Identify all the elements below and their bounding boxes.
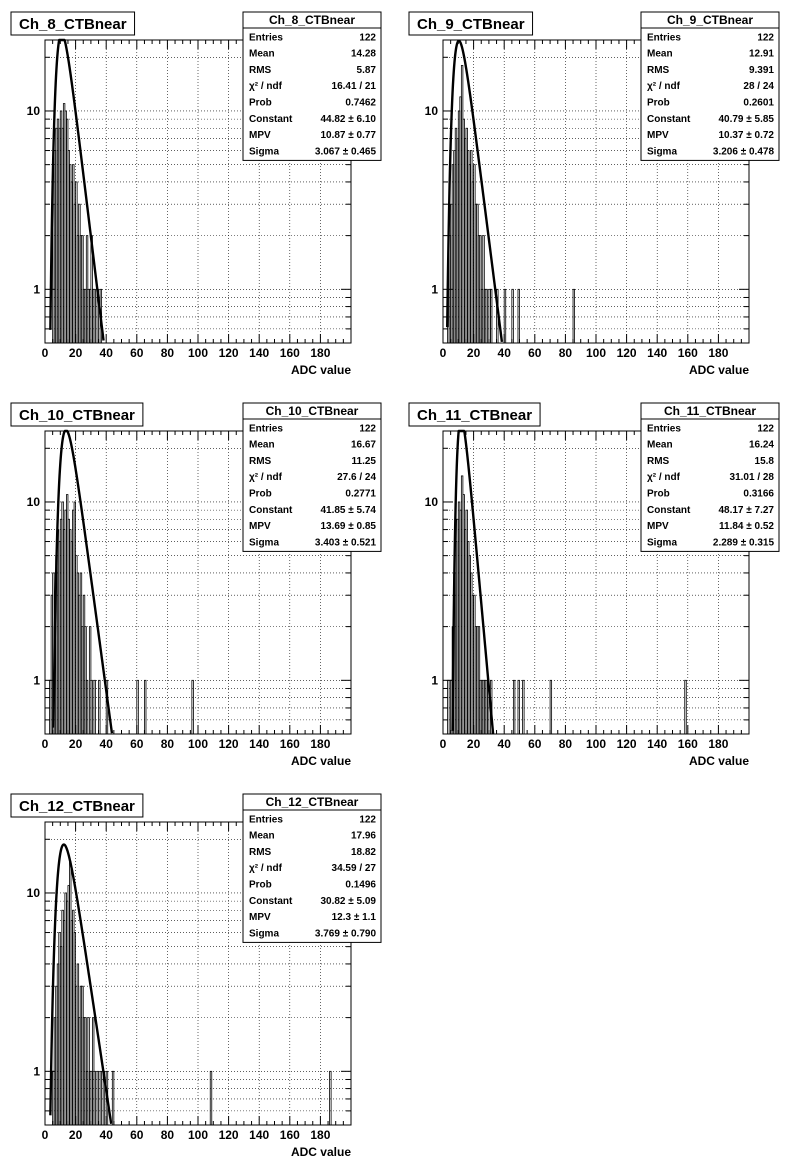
- stats-label: Sigma: [249, 928, 280, 940]
- stats-label: Prob: [647, 488, 670, 500]
- y-tick-label: 1: [431, 282, 438, 297]
- x-tick-label: 160: [279, 737, 300, 751]
- stats-label: Entries: [249, 32, 283, 44]
- x-tick-label: 20: [68, 737, 83, 751]
- stats-value: 9.391: [748, 64, 774, 76]
- x-tick-label: 20: [68, 1128, 83, 1142]
- x-tick-label: 140: [249, 1128, 270, 1142]
- stats-label: RMS: [249, 64, 272, 76]
- stats-label: Sigma: [647, 146, 678, 158]
- x-tick-label: 160: [279, 346, 300, 360]
- x-tick-label: 120: [218, 346, 239, 360]
- x-tick-label: 80: [160, 1128, 175, 1142]
- stats-value: 122: [359, 814, 376, 826]
- x-tick-label: 120: [218, 1128, 239, 1142]
- x-tick-label: 180: [708, 737, 729, 751]
- stats-label: Sigma: [249, 146, 280, 158]
- stats-value: 10.87 ± 0.77: [320, 130, 376, 142]
- y-tick-label: 1: [33, 1064, 40, 1079]
- stats-value: 10.37 ± 0.72: [718, 130, 774, 142]
- stats-value: 122: [757, 32, 774, 44]
- x-tick-label: 60: [130, 1128, 144, 1142]
- stats-label: MPV: [249, 521, 271, 533]
- x-tick-label: 160: [677, 346, 698, 360]
- stats-value: 11.25: [351, 455, 376, 467]
- panel-ch-9-ctbnear: [409, 12, 779, 377]
- stats-box: [243, 794, 381, 942]
- stats-label: RMS: [249, 455, 272, 467]
- x-tick-label: 60: [130, 346, 144, 360]
- stats-label: Mean: [647, 439, 673, 451]
- stats-label: RMS: [647, 64, 670, 76]
- stats-label: Sigma: [249, 537, 280, 549]
- x-tick-label: 80: [558, 346, 573, 360]
- x-tick-label: 40: [497, 737, 511, 751]
- chart-title: Ch_8_CTBnear: [19, 16, 127, 33]
- stats-value: 2.289 ± 0.315: [712, 537, 774, 549]
- stats-value: 16.41 / 21: [331, 81, 376, 93]
- x-tick-label: 180: [708, 346, 729, 360]
- x-tick-label: 160: [279, 1128, 300, 1142]
- stats-value: 12.3 ± 1.1: [331, 912, 376, 924]
- x-tick-label: 0: [41, 1128, 49, 1142]
- y-tick-label: 10: [424, 494, 438, 509]
- y-tick-label: 1: [431, 673, 438, 688]
- chart-title: Ch_9_CTBnear: [417, 16, 525, 33]
- x-tick-label: 100: [187, 737, 209, 751]
- stats-value: 14.28: [350, 48, 376, 60]
- stats-name: Ch_10_CTBnear: [265, 404, 359, 418]
- x-tick-label: 120: [616, 737, 637, 751]
- x-axis-label: ADC value: [290, 363, 351, 377]
- title-box: [409, 12, 533, 35]
- stats-value: 0.3166: [743, 488, 774, 500]
- stats-name: Ch_12_CTBnear: [265, 795, 359, 809]
- x-tick-label: 180: [310, 737, 331, 751]
- stats-value: 12.91: [748, 48, 774, 60]
- stats-value: 44.82 ± 6.10: [320, 113, 376, 125]
- stats-label: Sigma: [647, 537, 678, 549]
- stats-value: 0.2771: [345, 488, 376, 500]
- stats-value: 41.85 ± 5.74: [320, 504, 376, 516]
- chart-title: Ch_12_CTBnear: [19, 798, 135, 815]
- x-tick-label: 140: [249, 346, 270, 360]
- stats-value: 48.17 ± 7.27: [718, 504, 774, 516]
- stats-label: Entries: [249, 423, 283, 435]
- x-tick-label: 20: [466, 346, 481, 360]
- x-tick-label: 40: [497, 346, 511, 360]
- stats-label: MPV: [249, 130, 271, 142]
- title-box: [11, 12, 135, 35]
- stats-label: Constant: [249, 895, 293, 907]
- stats-value: 0.2601: [743, 97, 774, 109]
- stats-value: 5.87: [356, 64, 376, 76]
- x-tick-label: 100: [187, 346, 209, 360]
- stats-value: 3.403 ± 0.521: [314, 537, 376, 549]
- x-tick-label: 0: [439, 737, 447, 751]
- stats-label: Mean: [249, 48, 275, 60]
- stats-label: χ² / ndf: [249, 472, 282, 484]
- stats-value: 31.01 / 28: [729, 472, 774, 484]
- title-box: [409, 403, 540, 426]
- stats-name: Ch_8_CTBnear: [268, 13, 356, 27]
- stats-label: RMS: [647, 455, 670, 467]
- y-tick-label: 10: [424, 103, 438, 118]
- x-tick-label: 0: [41, 737, 49, 751]
- stats-value: 0.7462: [345, 97, 376, 109]
- stats-label: χ² / ndf: [647, 81, 680, 93]
- stats-box: [243, 12, 381, 160]
- y-tick-label: 1: [33, 673, 40, 688]
- x-tick-label: 40: [99, 737, 113, 751]
- stats-name: Ch_11_CTBnear: [663, 404, 757, 418]
- x-tick-label: 120: [218, 737, 239, 751]
- stats-label: Constant: [249, 504, 293, 516]
- stats-label: MPV: [647, 521, 669, 533]
- x-tick-label: 100: [585, 346, 607, 360]
- stats-value: 16.24: [748, 439, 774, 451]
- stats-box: [243, 403, 381, 551]
- stats-value: 17.96: [350, 830, 376, 842]
- stats-box: [641, 12, 779, 160]
- x-axis-label: ADC value: [688, 363, 749, 377]
- stats-value: 3.206 ± 0.478: [712, 146, 774, 158]
- x-tick-label: 80: [160, 737, 175, 751]
- stats-label: MPV: [647, 130, 669, 142]
- stats-label: Prob: [647, 97, 670, 109]
- title-box: [11, 794, 143, 817]
- x-tick-label: 100: [187, 1128, 209, 1142]
- x-tick-label: 60: [528, 737, 542, 751]
- stats-label: χ² / ndf: [249, 863, 282, 875]
- chart-title: Ch_11_CTBnear: [417, 407, 533, 424]
- stats-label: Entries: [249, 814, 283, 826]
- chart-title: Ch_10_CTBnear: [19, 407, 135, 424]
- stats-value: 18.82: [350, 846, 376, 858]
- stats-value: 122: [757, 423, 774, 435]
- x-tick-label: 180: [310, 1128, 331, 1142]
- panel-ch-11-ctbnear: [409, 403, 779, 768]
- stats-label: Prob: [249, 488, 272, 500]
- x-axis-label: ADC value: [290, 1145, 351, 1159]
- stats-label: Constant: [249, 113, 293, 125]
- x-tick-label: 160: [677, 737, 698, 751]
- x-tick-label: 40: [99, 1128, 113, 1142]
- stats-value: 3.067 ± 0.465: [314, 146, 376, 158]
- stats-name: Ch_9_CTBnear: [666, 13, 754, 27]
- stats-value: 28 / 24: [743, 81, 774, 93]
- x-tick-label: 140: [249, 737, 270, 751]
- stats-value: 30.82 ± 5.09: [320, 895, 376, 907]
- panel-ch-8-ctbnear: [11, 12, 381, 377]
- stats-label: Entries: [647, 32, 681, 44]
- stats-label: Mean: [647, 48, 673, 60]
- x-tick-label: 0: [439, 346, 447, 360]
- y-tick-label: 1: [33, 282, 40, 297]
- x-tick-label: 40: [99, 346, 113, 360]
- stats-value: 11.84 ± 0.52: [719, 521, 774, 533]
- x-tick-label: 180: [310, 346, 331, 360]
- stats-label: MPV: [249, 912, 271, 924]
- stats-label: Prob: [249, 879, 272, 891]
- stats-value: 122: [359, 423, 376, 435]
- x-tick-label: 20: [466, 737, 481, 751]
- stats-label: Entries: [647, 423, 681, 435]
- stats-value: 16.67: [350, 439, 376, 451]
- x-tick-label: 100: [585, 737, 607, 751]
- x-axis-label: ADC value: [290, 754, 351, 768]
- stats-value: 0.1496: [345, 879, 376, 891]
- stats-value: 3.769 ± 0.790: [314, 928, 376, 940]
- x-tick-label: 140: [647, 346, 668, 360]
- x-tick-label: 0: [41, 346, 49, 360]
- x-tick-label: 20: [68, 346, 83, 360]
- stats-label: Prob: [249, 97, 272, 109]
- stats-value: 40.79 ± 5.85: [718, 113, 774, 125]
- stats-value: 13.69 ± 0.85: [320, 521, 376, 533]
- stats-value: 122: [359, 32, 376, 44]
- y-tick-label: 10: [26, 103, 40, 118]
- stats-value: 27.6 / 24: [337, 472, 376, 484]
- x-tick-label: 80: [558, 737, 573, 751]
- y-tick-label: 10: [26, 494, 40, 509]
- panel-ch-10-ctbnear: [11, 403, 381, 768]
- y-tick-label: 10: [26, 885, 40, 900]
- stats-label: Constant: [647, 504, 691, 516]
- stats-value: 15.8: [754, 455, 774, 467]
- stats-label: RMS: [249, 846, 272, 858]
- x-axis-label: ADC value: [688, 754, 749, 768]
- title-box: [11, 403, 143, 426]
- stats-label: Mean: [249, 439, 275, 451]
- stats-box: [641, 403, 779, 551]
- x-tick-label: 140: [647, 737, 668, 751]
- x-tick-label: 60: [528, 346, 542, 360]
- panel-ch-12-ctbnear: [11, 794, 381, 1159]
- stats-label: χ² / ndf: [249, 81, 282, 93]
- stats-label: Constant: [647, 113, 691, 125]
- stats-label: χ² / ndf: [647, 472, 680, 484]
- stats-label: Mean: [249, 830, 275, 842]
- stats-value: 34.59 / 27: [331, 863, 376, 875]
- x-tick-label: 80: [160, 346, 175, 360]
- x-tick-label: 120: [616, 346, 637, 360]
- x-tick-label: 60: [130, 737, 144, 751]
